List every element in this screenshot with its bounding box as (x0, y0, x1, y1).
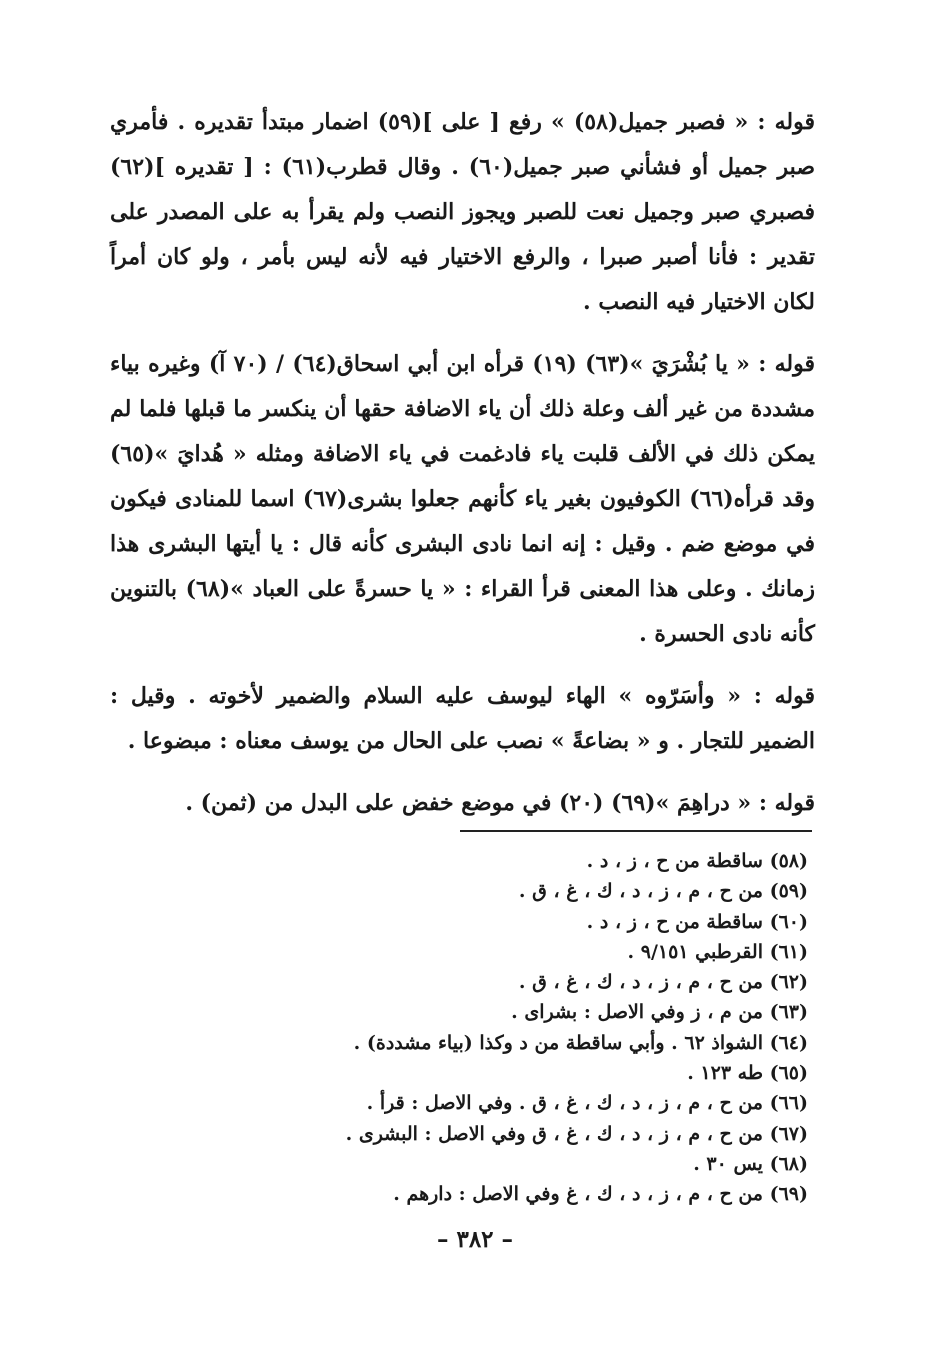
footnote-59: (٥٩) من ح ، م ، ز ، د ، ك ، غ ، ق . (518, 880, 808, 903)
footnote-separator (460, 830, 812, 832)
footnote-64: (٦٤) الشواذ ٦٢ . وأبي ساقطة من د وكذا (بياء مشددة) . (353, 1031, 808, 1054)
footnote-63: (٦٣) من م ، ز وفي الاصل : بشراى . (511, 1001, 808, 1024)
footnote-65: (٦٥) طه ١٢٣ . (687, 1062, 808, 1085)
paragraph-ya-bushraya: قوله : « يا بُشْرَيَ »(٦٣) (١٩) قرأه ابن أبي اسحاق(٦٤) / (٧٠ آ) وغيره بياء مشددة من غير ألف وعلة ذلك أن ياء الاضافة حقها أن ينكسر ما قبلها فلما لم يمكن ذلك في الألف قلبت ياء فادغمت في ياء الاضافة ومثله « هُدايَ »(٦٥) وقد قرأه(٦٦) الكوفيون بغير ياء كأنهم جعلوا بشرى(٦٧) اسما للمنادى فيكون في موضع ضم . وقيل : إنه انما نادى البشرى كأنه قال : يا أيتها البشرى هذا زمانك . وعلى هذا المعنى قرأ القراء : « يا حسرةً على العباد »(٦٨) بالتنوين كأنه نادى الحسرة . (110, 351, 815, 647)
paragraph-wa-asarruhu: قوله : « وأسَرّوه » الهاء ليوسف عليه السلام والضمير لأخوته . وقيل : الضمير للتجار . و « بضاعةً » نصب على الحال من يوسف معناه : مبضوعا . (110, 683, 815, 754)
footnote-60: (٦٠) ساقطة من ح ، ز ، د . (586, 910, 808, 933)
footnote-61: (٦١) القرطبي ٩/١٥١ . (627, 940, 808, 963)
footnote-58: (٥٨) ساقطة من ح ، ز ، د . (586, 850, 808, 872)
footnote-69: (٦٩) من ح ، م ، ز ، د ، ك ، غ وفي الاصل : دارهم . (393, 1183, 808, 1206)
paragraph-sabr-jamil: قوله : « فصبر جميل(٥٨) » رفع [ على ](٥٩) اضمار مبتدأ تقديره . فأمري صبر جميل أو فشأني صبر جميل(٦٠) . وقال قطرب(٦١) : [ تقديره ](٦٢) فصبري صبر وجميل نعت للصبر ويجوز النصب ولم يقرأ به على المصدر على تقدير : فأنا أصبر صبرا ، والرفع الاختيار فيه لأنه ليس بأمر ، ولو كان أمراً لكان الاختيار فيه النصب . (110, 109, 816, 315)
main-text (110, 100, 815, 843)
paragraph-darahim: قوله : « دراهِمَ »(٦٩) (٢٠) في موضع خفض على البدل من (ثمن) . (185, 790, 815, 816)
footnotes (248, 846, 808, 1210)
footnote-67: (٦٧) من ح ، م ، ز ، د ، ك ، غ ، ق وفي الاصل : البشرى . (345, 1122, 808, 1145)
footnote-66: (٦٦) من ح ، م ، ز ، د ، ك ، غ ، ق . وفي الاصل : قرأ . (366, 1092, 808, 1115)
footnote-68: (٦٨) يس ٣٠ . (693, 1152, 808, 1175)
page-number: – ٣٨٢ – (436, 1226, 514, 1253)
footnote-62: (٦٢) من ح ، م ، ز ، د ، ك ، غ ، ق . (518, 971, 808, 994)
